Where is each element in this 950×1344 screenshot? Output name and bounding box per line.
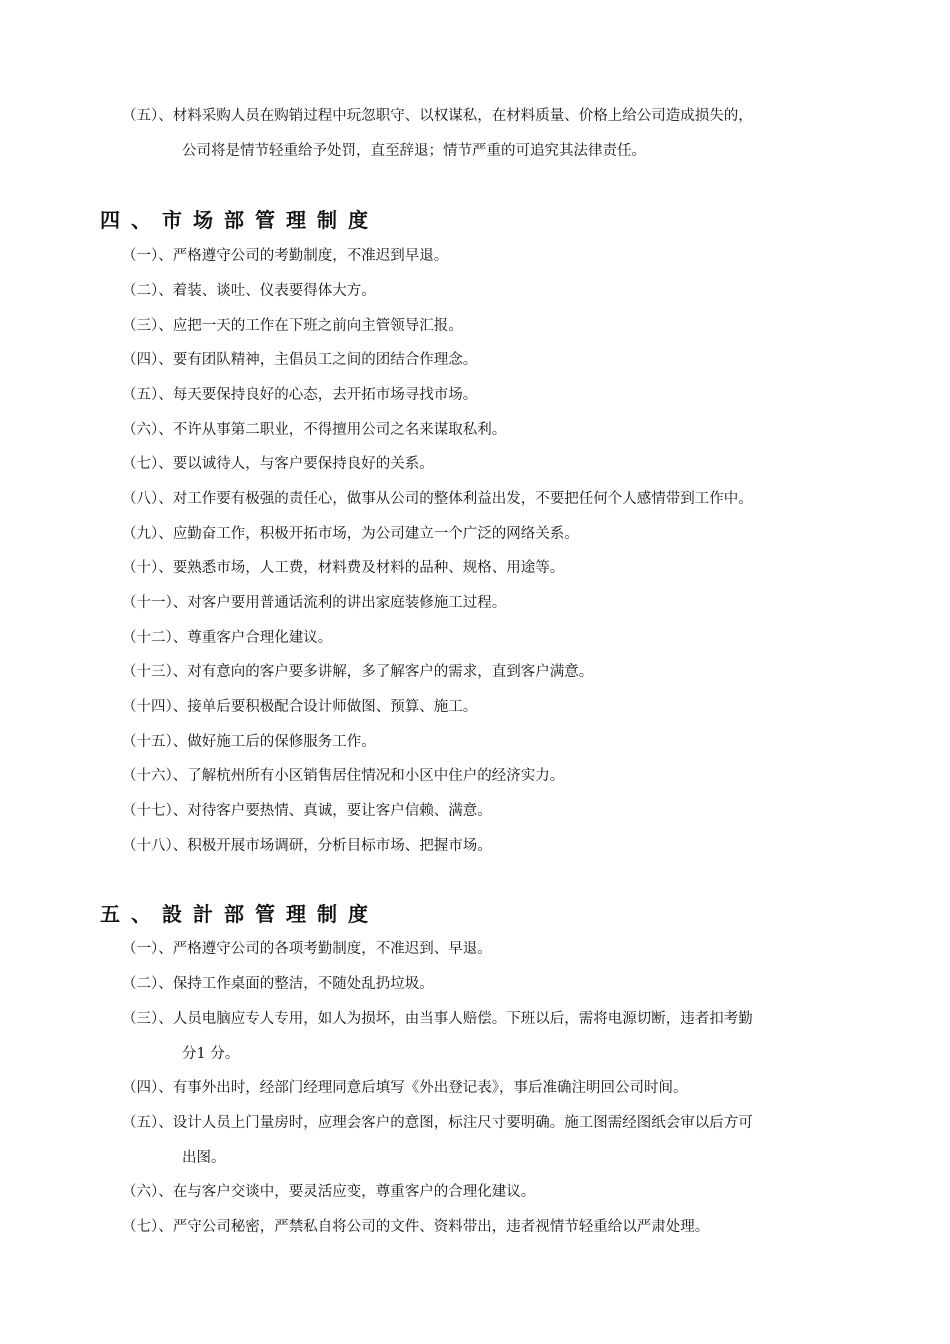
item-number: （十三）、 (122, 664, 188, 680)
section3-item-5 (122, 106, 862, 126)
item-number: （五）、 (122, 1115, 173, 1131)
item-number: （十二）、 (122, 630, 188, 646)
item-number: （十七）、 (122, 803, 188, 819)
item-number: （二）、 (122, 283, 173, 299)
item-text: 要有团队精神，主倡员工之间的团结合作理念。 (172, 352, 478, 368)
section5-item-continuation: 出图。 (182, 1150, 226, 1166)
item-number: （十）、 (122, 560, 173, 576)
item-number: （七）、 (122, 1219, 173, 1235)
section5-item (122, 1113, 862, 1133)
section3-item-5-continuation: 公司将是情节轻重给予处罚，直至辞退；情节严重的可追究其法律责任。 (182, 143, 646, 159)
item-number: （十四）、 (122, 699, 188, 715)
item-number: （三）、 (122, 1011, 173, 1027)
section5-heading: 五、設計部管理制度 (100, 902, 379, 926)
item-text: 应把一天的工作在下班之前向主管领导汇报。 (172, 318, 463, 334)
item-text: 人员电脑应专人专用，如人为损坏，由当事人赔偿。下班以后，需将电源切断，违者扣考勤 (172, 1011, 753, 1027)
item-text: 积极开展市场调研，分析目标市场、把握市场。 (187, 838, 492, 854)
section4-item (122, 836, 862, 856)
section4-item (122, 454, 862, 474)
item-text: 严格遵守公司的考勤制度，不准迟到早退。 (172, 248, 449, 264)
section4-item (122, 246, 862, 266)
item-number: （二）、 (122, 976, 173, 992)
section4-item (122, 697, 862, 717)
section4-item (122, 801, 862, 821)
item-number: （六）、 (122, 422, 173, 438)
section4-item (122, 385, 862, 405)
section5-item-continuation: 分1 分。 (182, 1046, 240, 1062)
item-number: （十八）、 (122, 838, 188, 854)
item-text: 设计人员上门量房时，应理会客户的意图，标注尺寸要明确。施工图需经图纸会审以后方可 (172, 1115, 753, 1131)
item-text: 不许从事第二职业，不得擅用公司之名来谋取私利。 (172, 422, 507, 438)
section4-item (122, 489, 862, 509)
item-text: 对有意向的客户要多讲解，多了解客户的需求，直到客户满意。 (187, 664, 594, 680)
section4-item (122, 350, 862, 370)
item-text: 着装、谈吐、仪表要得体大方。 (172, 283, 376, 299)
section5-item (122, 974, 862, 994)
item-number: （十五）、 (122, 734, 188, 750)
item-number: （九）、 (122, 526, 173, 542)
item-number: （一）、 (122, 941, 173, 957)
item-number: （七）、 (122, 456, 173, 472)
section4-item (122, 766, 862, 786)
section5-item (122, 939, 862, 959)
item-text: 在与客户交谈中，要灵活应变，尊重客户的合理化建议。 (172, 1184, 536, 1200)
item-text: 对待客户要热情、真诚，要让客户信赖、满意。 (187, 803, 492, 819)
item-text: 严格遵守公司的各项考勤制度，不准迟到、早退。 (172, 941, 492, 957)
section4-item (122, 593, 862, 613)
item-text: 严守公司秘密，严禁私自将公司的文件、资料带出，违者视情节轻重给以严肃处理。 (172, 1219, 710, 1235)
item-text: 尊重客户合理化建议。 (187, 630, 333, 646)
item-number: （四）、 (122, 352, 173, 368)
item-number: （四）、 (122, 1080, 173, 1096)
item-number: （八）、 (122, 491, 173, 507)
section4-item (122, 281, 862, 301)
section4-item (122, 558, 862, 578)
item-number: （五）、 (122, 108, 173, 124)
item-text: 应勤奋工作，积极开拓市场，为公司建立一个广泛的网络关系。 (172, 526, 579, 542)
item-text: 保持工作桌面的整洁，不随处乱扔垃圾。 (172, 976, 434, 992)
item-text: 接单后要积极配合设计师做图、预算、施工。 (187, 699, 478, 715)
item-number: （十六）、 (122, 768, 188, 784)
section5-item (122, 1217, 862, 1237)
section4-item (122, 732, 862, 752)
item-number: （十一）、 (122, 595, 188, 611)
section4-item (122, 420, 862, 440)
item-text: 要熟悉市场，人工费，材料费及材料的品种、规格、用途等。 (172, 560, 565, 576)
section4-item (122, 316, 862, 336)
section4-heading: 四、市场部管理制度 (100, 208, 379, 232)
section5-item (122, 1078, 862, 1098)
item-text: 对工作要有极强的责任心，做事从公司的整体利益出发，不要把任何个人感情带到工作中。 (172, 491, 753, 507)
item-number: （五）、 (122, 387, 173, 403)
item-number: （一）、 (122, 248, 173, 264)
section4-item (122, 662, 862, 682)
item-text: 要以诚待人，与客户要保持良好的关系。 (172, 456, 434, 472)
item-text: 每天要保持良好的心态，去开拓市场寻找市场。 (172, 387, 478, 403)
section4-item (122, 524, 862, 544)
item-text: 材料采购人员在购销过程中玩忽职守、以权谋私，在材料质量、价格上给公司造成损失的， (172, 108, 753, 124)
item-number: （六）、 (122, 1184, 173, 1200)
item-text: 有事外出时，经部门经理同意后填写《外出登记表》，事后准确注明回公司时间。 (172, 1080, 688, 1096)
section5-item (122, 1009, 862, 1029)
item-number: （三）、 (122, 318, 173, 334)
item-text: 了解杭州所有小区销售居住情况和小区中住户的经济实力。 (187, 768, 565, 784)
section5-item (122, 1182, 862, 1202)
item-text: 对客户要用普通话流利的讲出家庭装修施工过程。 (187, 595, 507, 611)
item-text: 做好施工后的保修服务工作。 (187, 734, 376, 750)
section4-item (122, 628, 862, 648)
